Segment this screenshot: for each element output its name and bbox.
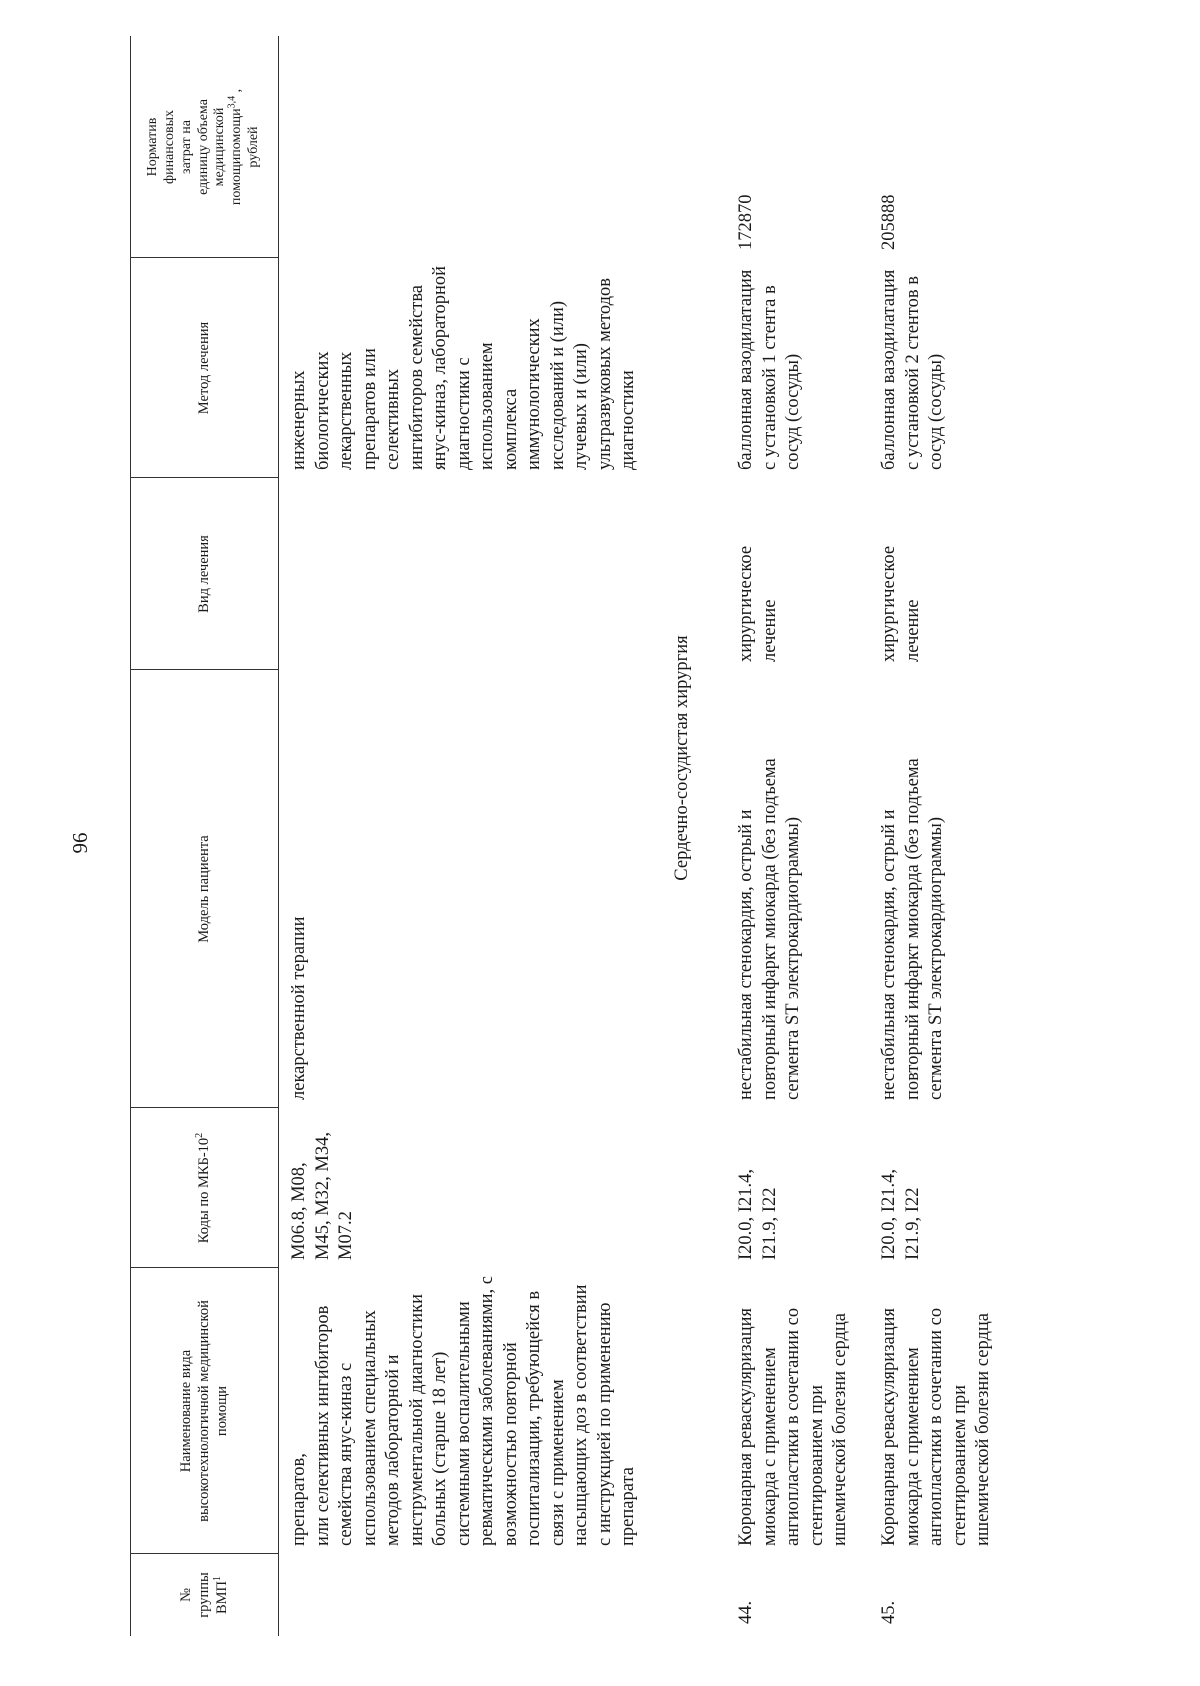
row-44-norm: 172870 xyxy=(736,194,756,250)
continuation-method: инженерных биологических лекарственных препаратов или селективных ингибиторов семейства янус-киназ, лабораторной диагностики с использованием комплекса иммунологических исследований и (или) лучевых и (или) ультразвуковых методов диагностики xyxy=(289,265,638,470)
header-bottom-border xyxy=(278,36,279,1636)
header-codes: Коды по МКБ-$10^2$ xyxy=(194,1132,212,1244)
row-44-model: нестабильная стенокардия, острый и повторный инфаркт миокарда (без подъема сегмента ST электрокардиограммы) xyxy=(736,758,803,1100)
row-45-name: Коронарная реваскуляризация миокарда с применением ангиопластики в сочетании со стентированием при ишемической болезни сердца xyxy=(879,1307,993,1546)
page-number: 96 xyxy=(68,832,92,854)
continuation-model: лекарственной терапии xyxy=(289,916,309,1100)
row-45-kind: хирургическое лечение xyxy=(879,545,923,662)
row-44-kind: хирургическое лечение xyxy=(736,545,780,662)
header-norm: Норматив финансовых затрат на единицу объема медицинской помощипомощи$^{3,4}$ , рублей xyxy=(145,88,261,206)
row-45-model: нестабильная стенокардия, острый и повторный инфаркт миокарда (без подъема сегмента ST электрокардиограммы) xyxy=(879,758,946,1100)
row-45-no: 45. xyxy=(879,1600,899,1624)
row-44-no: 44. xyxy=(736,1600,756,1624)
row-44-name: Коронарная реваскуляризация миокарда с применением ангиопластики в сочетании со стентированием при ишемической болезни сердца xyxy=(736,1307,850,1546)
header-kind: Вид лечения xyxy=(195,535,212,613)
row-44-method: баллонная вазодилатация с установкой 1 стента в сосуд (сосуды) xyxy=(736,269,803,470)
continuation-name: препаратов, или селективных ингибиторов семейства янус-киназ с использованием специальных методов лабораторной и инструментальной диагностики больных (старше 18 лет) системными воспалительными ревматическими заболеваниями, с возможностью повторной госпитализации, требующейся в связи с применением насыщающих доз в соответствии с инструкцией по применению препарата xyxy=(289,1276,638,1546)
header-method: Метод лечения xyxy=(195,321,212,415)
row-45-method: баллонная вазодилатация с установкой 2 стентов в сосуд (сосуды) xyxy=(879,269,946,470)
header-group-no: № группы ВМП$^1$ xyxy=(177,1572,231,1618)
row-45-codes: I20.0, I21.4, I21.9, I22 xyxy=(879,1169,923,1260)
section-title: Сердечно-сосудистая хирургия xyxy=(672,635,692,881)
header-name: Наименование вида высокотехнологичной медицинской помощи xyxy=(177,1300,231,1522)
continuation-codes: M06.8, M08, M45, M32, M34, M07.2 xyxy=(289,1132,356,1260)
header-model: Модель пациента xyxy=(195,835,212,943)
row-44-codes: I20.0, I21.4, I21.9, I22 xyxy=(736,1169,780,1260)
row-45-norm: 205888 xyxy=(879,194,899,250)
